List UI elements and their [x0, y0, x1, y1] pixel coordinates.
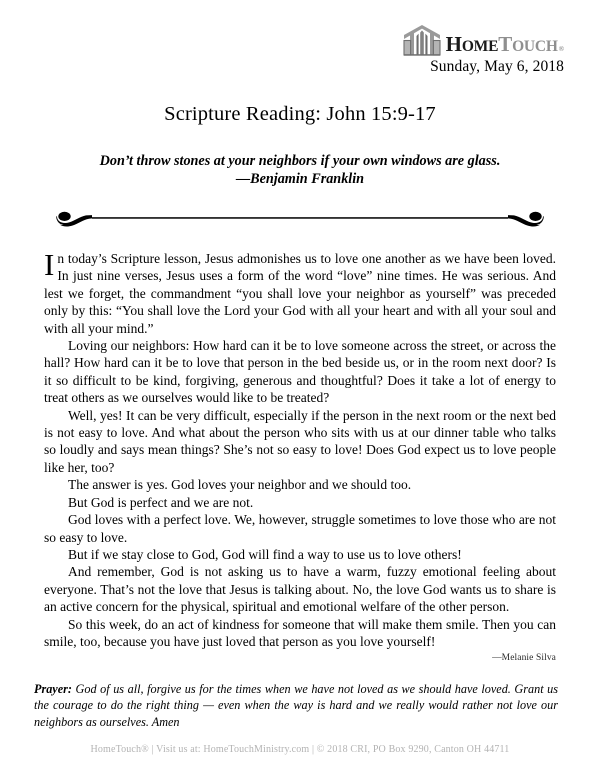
- logo-home-capital: H: [445, 32, 462, 56]
- quote-text: Don’t throw stones at your neighbors if your own windows are glass.: [99, 153, 501, 169]
- ornamental-flourish-divider-icon: [46, 206, 554, 230]
- logo-touch-text: [498, 34, 558, 55]
- page-title: Scripture Reading: John 15:9-17: [164, 103, 436, 125]
- logo-touch-smallcaps: OUCH: [512, 38, 558, 55]
- prayer-text: God of us all, forgive us for the times when we have not loved as we should have loved. Grant us the courage to do the right thing — even when the way is hard and we really would rather not love our neighbors as ourselves. Amen: [34, 682, 559, 729]
- drop-cap: I: [44, 247, 55, 282]
- body-paragraph: Loving our neighbors: How hard can it be to love someone across the street, or across the hall? How hard can it be to love that person in the bed beside us, or in the room next door? Is it so difficult to be kind, forgiving, generous and thoughtful? Does it take a lot of energy to treat others as we ourselves would like to be treated?: [44, 338, 556, 406]
- prayer-block: [34, 681, 558, 730]
- body-paragraph: So this week, do an act of kindness for someone that will make them smile. Then you can smile, too, because you have just loved that person as you love yourself!: [44, 616, 556, 649]
- registered-trademark-icon: ®: [558, 45, 564, 53]
- hometouch-logo: [403, 22, 564, 56]
- issue-date: Sunday, May 6, 2018: [430, 58, 564, 75]
- article-body: [44, 247, 556, 668]
- logo-touch-capital: T: [498, 32, 513, 56]
- body-paragraph: But God is perfect and we are not.: [68, 494, 254, 510]
- body-paragraph: And remember, God is not asking us to have a warm, fuzzy emotional feeling about everyone. That’s not the love that Jesus is talking about. No, the love God wants us to share is an active concern for the physical, spiritual and emotional welfare of the other person.: [44, 564, 556, 615]
- logo-home-smallcaps: OME: [461, 38, 499, 55]
- body-paragraph: Well, yes! It can be very difficult, especially if the person in the next room or the next bed is not easy to love. And what about the person who sits with us at our dinner table who talks so loudly and says mean things? She’s not so easy to love! Does God expect us to love people like her, too?: [44, 407, 556, 475]
- document-header: [403, 22, 564, 76]
- body-paragraph: The answer is yes. God loves your neighbor and we should too.: [68, 477, 412, 493]
- house-building-logo-icon: [403, 24, 441, 56]
- hometouch-wordmark: [446, 34, 564, 56]
- body-paragraph-text: n today’s Scripture lesson, Jesus admonishes us to love one another as we have been loved. In just nine verses, Jesus uses a form of the word “love” nine times. He was serious. And lest we forget, the commandment “you shall love your neighbor as yourself” was preceded only by this: “You shall love the Lord your God with all your heart and with all your soul and with all your mind.”: [44, 251, 556, 336]
- quote-attribution: —Benjamin Franklin: [235, 171, 365, 187]
- body-paragraph: But if we stay close to God, God will find a way to use us to love others!: [68, 546, 462, 562]
- logo-home-text: [446, 34, 499, 55]
- epigraph-quote: [52, 152, 548, 188]
- body-paragraph: [44, 247, 556, 337]
- prayer-label: Prayer:: [34, 682, 72, 696]
- author-byline: —Melanie Silva: [492, 653, 556, 664]
- page-footer: HomeTouch® | Visit us at: HomeTouchMinistry.com | © 2018 CRI, PO Box 9290, Canton OH 44711: [90, 744, 510, 755]
- body-paragraph: God loves with a perfect love. We, however, struggle sometimes to love those who are not so easy to love.: [44, 512, 556, 545]
